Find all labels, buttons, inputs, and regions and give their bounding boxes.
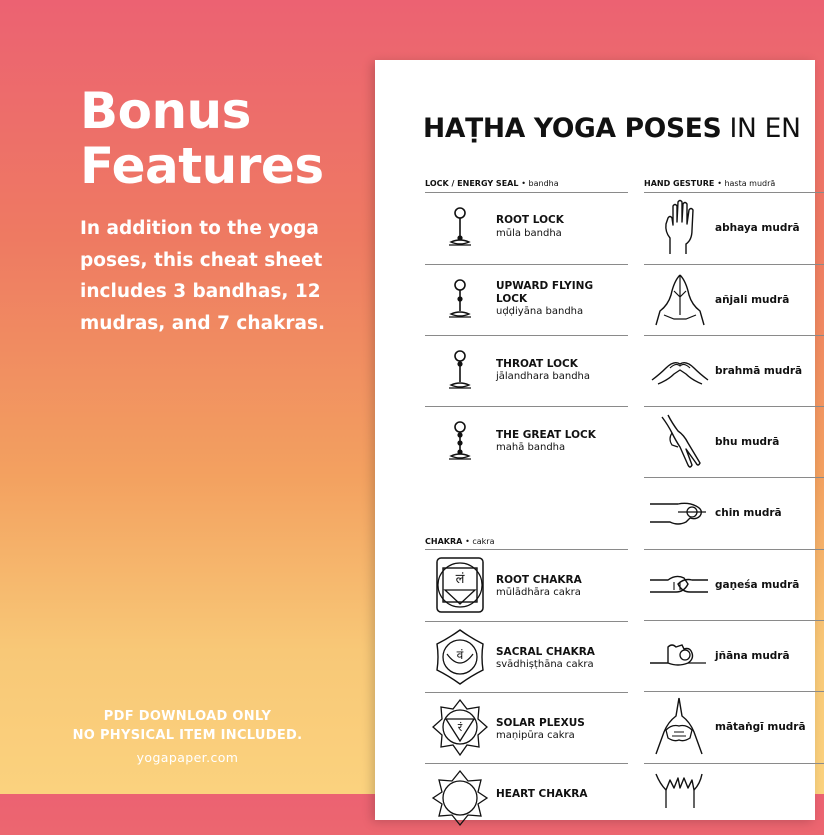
- mudra-name: abhaya mudrā: [715, 222, 800, 234]
- item-name: UPWARD FLYING LOCK: [496, 280, 594, 305]
- ganesha-hand-icon: [648, 570, 710, 602]
- headline-line-1: Bonus: [80, 82, 251, 140]
- promo-description: In addition to the yoga poses, this cheat sheet includes 3 bandhas, 12 mudras, and 7 chakras.: [80, 218, 325, 334]
- list-item-chin: [644, 478, 824, 549]
- item-sanskrit: jālandhara bandha: [496, 371, 591, 382]
- list-item-matangi: [644, 692, 824, 763]
- chakra-heading-sub: • cakra: [465, 537, 495, 546]
- chakra-glyph: वं: [456, 648, 464, 662]
- footer-download-note: PDF DOWNLOAD ONLY: [103, 709, 272, 724]
- mudra-name: mātaṅgī mudrā: [715, 721, 806, 733]
- list-item-heart-chakra: [425, 764, 628, 835]
- list-item-ganesha: [644, 550, 824, 621]
- chakra-section-heading: [425, 537, 495, 546]
- hands-icon: [652, 770, 706, 810]
- root-lock-icon: [447, 205, 473, 249]
- chakra-glyph: लं: [455, 572, 465, 587]
- bandha-heading-text: LOCK / ENERGY SEAL: [425, 179, 519, 188]
- item-name: THROAT LOCK: [496, 358, 578, 370]
- root-chakra-icon: [431, 554, 489, 616]
- item-sanskrit: mūla bandha: [496, 228, 562, 239]
- brahma-hand-icon: [650, 350, 710, 390]
- item-name: SOLAR PLEXUS: [496, 717, 585, 729]
- heart-chakra-icon: [431, 768, 489, 830]
- item-name: ROOT CHAKRA: [496, 574, 582, 586]
- solar-plexus-icon: [431, 697, 489, 759]
- list-item-root-chakra: [425, 550, 628, 621]
- matangi-hand-icon: [652, 696, 706, 758]
- bandha-heading-sub: • bandha: [521, 179, 559, 188]
- upward-flying-lock-icon: [447, 277, 473, 321]
- jnana-hand-icon: [648, 639, 710, 673]
- sheet-title: [423, 113, 801, 144]
- list-item-solar-plexus: [425, 693, 628, 764]
- mudra-name: chin mudrā: [715, 507, 782, 519]
- list-item-root-lock: [425, 193, 628, 264]
- cheat-sheet: [375, 60, 815, 820]
- sheet-title-rest: IN EN: [729, 113, 801, 144]
- mudra-name: gaṇeśa mudrā: [715, 579, 800, 591]
- mudra-heading-text: HAND GESTURE: [644, 179, 715, 188]
- promo-panel: [0, 0, 375, 794]
- sheet-title-bold: HAṬHA YOGA POSES: [423, 113, 722, 144]
- list-item-mudra: [644, 764, 824, 835]
- mudra-name: jñāna mudrā: [715, 650, 790, 662]
- headline: [80, 84, 324, 194]
- mudra-heading-sub: • hasta mudrā: [717, 179, 776, 188]
- chakra-glyph: रं: [457, 721, 463, 734]
- footer-site: yogapaper.com: [136, 750, 239, 765]
- mudra-section-heading: [644, 179, 775, 188]
- list-item-great-lock: [425, 407, 628, 478]
- list-item-jnana: [644, 621, 824, 692]
- list-item-anjali: [644, 265, 824, 336]
- bhu-hand-icon: [658, 413, 702, 471]
- list-item-upward-flying-lock: [425, 265, 628, 336]
- item-name: THE GREAT LOCK: [496, 429, 596, 441]
- item-sanskrit: mūlādhāra cakra: [496, 587, 581, 598]
- headline-line-2: Features: [80, 137, 324, 195]
- item-sanskrit: mahā bandha: [496, 442, 566, 453]
- anjali-hand-icon: [654, 271, 706, 329]
- list-item-throat-lock: [425, 336, 628, 407]
- throat-lock-icon: [447, 348, 473, 392]
- item-sanskrit: svādhiṣṭhāna cakra: [496, 659, 594, 670]
- sacral-chakra-icon: [431, 626, 489, 688]
- great-lock-icon: [447, 419, 473, 463]
- item-name: SACRAL CHAKRA: [496, 646, 595, 658]
- mudra-name: bhu mudrā: [715, 436, 780, 448]
- mudra-name: brahmā mudrā: [715, 365, 803, 377]
- list-item-brahma: [644, 336, 824, 407]
- list-item-sacral-chakra: [425, 622, 628, 693]
- mudra-name: añjali mudrā: [715, 294, 790, 306]
- chakra-heading-text: CHAKRA: [425, 537, 463, 546]
- abhaya-hand-icon: [662, 198, 698, 258]
- item-name: HEART CHAKRA: [496, 788, 588, 800]
- bandha-section-heading: [425, 179, 559, 188]
- item-sanskrit: maṇipūra cakra: [496, 730, 575, 741]
- list-item-bhu: [644, 407, 824, 478]
- item-name: ROOT LOCK: [496, 214, 564, 226]
- chin-hand-icon: [648, 498, 710, 530]
- list-item-abhaya: [644, 193, 824, 264]
- item-sanskrit: uḍḍiyāna bandha: [496, 306, 584, 317]
- footer-physical-note: NO PHYSICAL ITEM INCLUDED.: [72, 728, 303, 743]
